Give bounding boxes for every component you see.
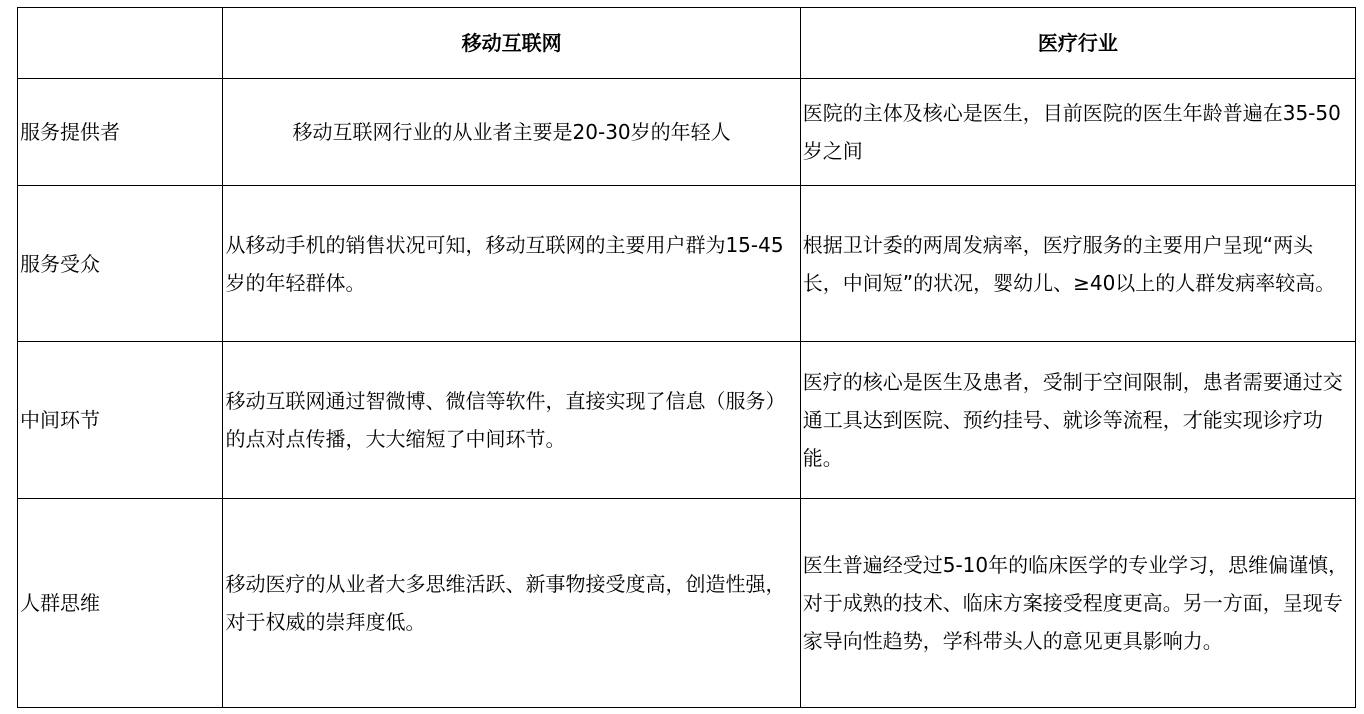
row-label-group-thinking: 人群思维 [18, 499, 223, 708]
table-row [18, 499, 1356, 708]
table-row [18, 79, 1356, 185]
row-label-intermediate-link: 中间环节 [18, 342, 223, 499]
table-row [18, 342, 1356, 499]
row-label-service-audience: 服务受众 [18, 185, 223, 342]
header-medical-industry: 医疗行业 [800, 8, 1355, 79]
mobile-cell: 从移动手机的销售状况可知，移动互联网的主要用户群为15-45岁的年轻群体。 [223, 185, 800, 342]
header-mobile-internet: 移动互联网 [223, 8, 800, 79]
mobile-cell: 移动互联网行业的从业者主要是20-30岁的年轻人 [223, 79, 800, 185]
mobile-cell: 移动互联网通过智微博、微信等软件，直接实现了信息（服务）的点对点传播，大大缩短了中间环节。 [223, 342, 800, 499]
row-label-service-provider: 服务提供者 [18, 79, 223, 185]
table-header-row [18, 8, 1356, 79]
medical-cell: 医生普遍经受过5-10年的临床医学的专业学习，思维偏谨慎，对于成熟的技术、临床方案接受程度更高。另一方面，呈现专家导向性趋势，学科带头人的意见更具影响力。 [800, 499, 1355, 708]
medical-cell: 医疗的核心是医生及患者，受制于空间限制，患者需要通过交通工具达到医院、预约挂号、就诊等流程，才能实现诊疗功能。 [800, 342, 1355, 499]
mobile-cell: 移动医疗的从业者大多思维活跃、新事物接受度高，创造性强，对于权威的崇拜度低。 [223, 499, 800, 708]
medical-cell: 医院的主体及核心是医生，目前医院的医生年龄普遍在35-50岁之间 [800, 79, 1355, 185]
table-row [18, 185, 1356, 342]
header-corner-cell [18, 8, 223, 79]
comparison-table [17, 7, 1356, 708]
medical-cell: 根据卫计委的两周发病率，医疗服务的主要用户呈现“两头长，中间短”的状况，婴幼儿、≥40以上的人群发病率较高。 [800, 185, 1355, 342]
